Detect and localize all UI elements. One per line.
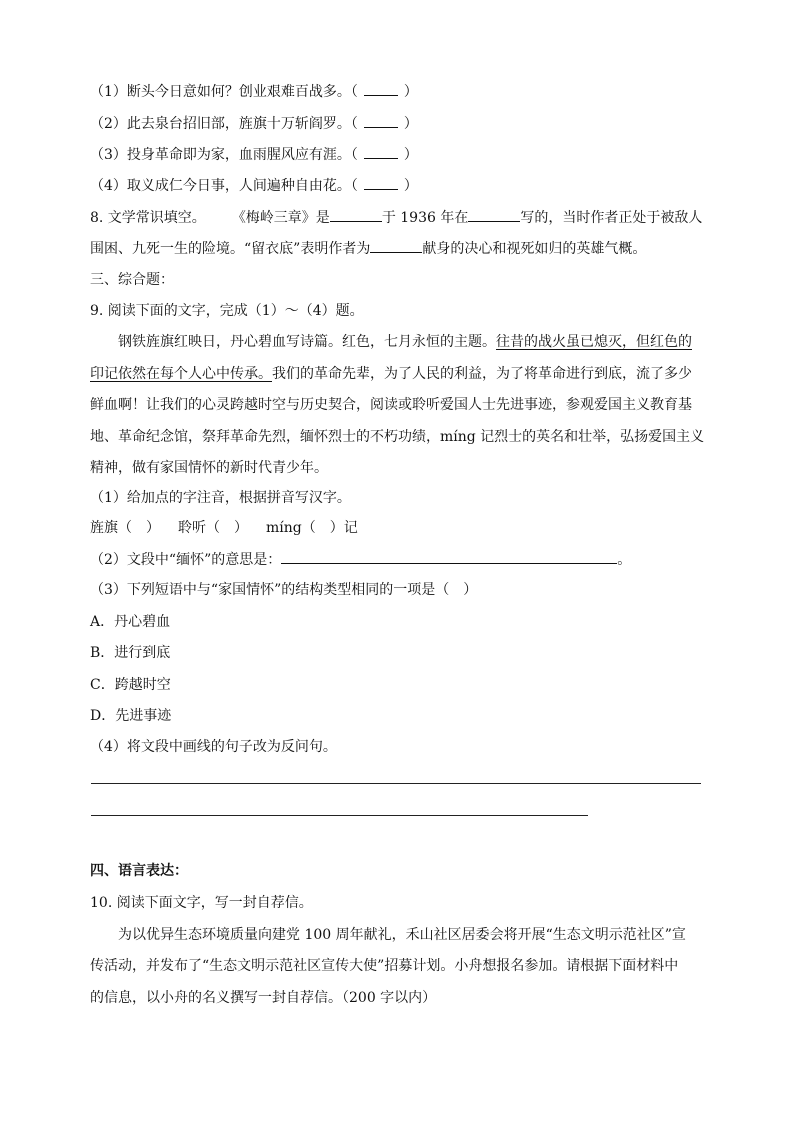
- q10-passage-line-3: 的信息，以小舟的名义撰写一封自荐信。（200 字以内）: [90, 990, 437, 1006]
- q9-sub4: （4）将文段中画线的句子改为反问句。: [90, 739, 337, 755]
- section-3-heading: 三、综合题：: [90, 272, 174, 288]
- q9-sub1: （1）给加点的字注音，根据拼音写汉字。: [90, 490, 351, 506]
- option-b[interactable]: B．进行到底: [90, 645, 171, 661]
- q9-passage-line-3: 鲜血啊！让我们的心灵跨越时空与历史契合，阅读或聆听爱国人士先进事迹，参观爱国主义教育基: [90, 397, 692, 413]
- q10-passage-line-1: 为以优异生态环境质量向建党 100 周年献礼，禾山社区居委会将开展“生态文明示范社区”宣: [118, 927, 686, 943]
- q7-line-4: （4）取义成仁今日事，人间遍种自由花。（ ）: [90, 175, 418, 196]
- underlined-sentence: 往昔的战火虽已熄灭，但红色的: [496, 334, 692, 350]
- q9-passage-line-5: 精神，做有家国情怀的新时代青少年。: [90, 460, 328, 476]
- option-c[interactable]: C．跨越时空: [90, 677, 171, 693]
- q10-passage-line-2: 传活动，并发布了“生态文明示范社区宣传大使”招募计划。小舟想报名参加。请根据下面材料中: [90, 958, 679, 974]
- q7-line-2: （2）此去泉台招旧部，旌旗十万斩阎罗。（ ）: [90, 113, 418, 134]
- pinyin-item[interactable]: 聆听（ ）: [178, 520, 248, 536]
- answer-blank[interactable]: [281, 549, 617, 564]
- answer-blank[interactable]: [364, 144, 398, 159]
- q9-sub2: （2）文段中“缅怀”的意思是： 。: [90, 549, 631, 570]
- pinyin-item[interactable]: 旌旗（ ）: [90, 520, 160, 536]
- answer-blank[interactable]: [330, 207, 382, 222]
- answer-blank[interactable]: [364, 113, 398, 128]
- section-4-heading: 四、语言表达：: [90, 863, 188, 879]
- answer-blank[interactable]: [364, 175, 398, 190]
- option-d[interactable]: D．先进事迹: [90, 708, 172, 724]
- q8-line-1: 8. 文学常识填空。 《梅岭三章》是 于 1936 年在 写的，当时作者正处于被敌人: [90, 207, 702, 228]
- q9-sub1-items: [90, 518, 358, 538]
- pinyin-item[interactable]: míng（ ）记: [266, 520, 358, 536]
- underlined-sentence: 印记依然在每个人心中传承。: [90, 366, 272, 382]
- answer-blank[interactable]: [370, 238, 422, 253]
- q9-passage-line-1: 钢铁旌旗红映日，丹心碧血写诗篇。红色，七月永恒的主题。往昔的战火虽已熄灭，但红色的: [118, 334, 692, 350]
- answer-blank[interactable]: [468, 207, 520, 222]
- q9-intro: 9. 阅读下面的文字，完成（1）～（4）题。: [90, 303, 364, 319]
- answer-line[interactable]: [91, 783, 701, 784]
- q9-passage-line-2: 印记依然在每个人心中传承。我们的革命先辈，为了人民的利益，为了将革命进行到底，流了多少: [90, 366, 692, 382]
- answer-blank[interactable]: [364, 81, 398, 96]
- answer-line[interactable]: [91, 815, 588, 816]
- q8-line-2: 围困、九死一生的险境。“留衣底”表明作者为 献身的决心和视死如归的英雄气概。: [90, 238, 646, 259]
- q7-line-3: （3）投身革命即为家，血雨腥风应有涯。（ ）: [90, 144, 418, 165]
- q7-line-1: （1）断头今日意如何？创业艰难百战多。（ ）: [90, 81, 418, 102]
- q9-passage-line-4: 地、革命纪念馆，祭拜革命先烈，缅怀烈士的不朽功绩，míng 记烈士的英名和壮举，弘扬爱国主义: [90, 429, 705, 445]
- option-a[interactable]: A．丹心碧血: [90, 614, 171, 630]
- q10-intro: 10. 阅读下面文字，写一封自荐信。: [90, 895, 313, 911]
- q9-sub3: （3）下列短语中与“家国情怀”的结构类型相同的一项是（ ）: [90, 582, 478, 598]
